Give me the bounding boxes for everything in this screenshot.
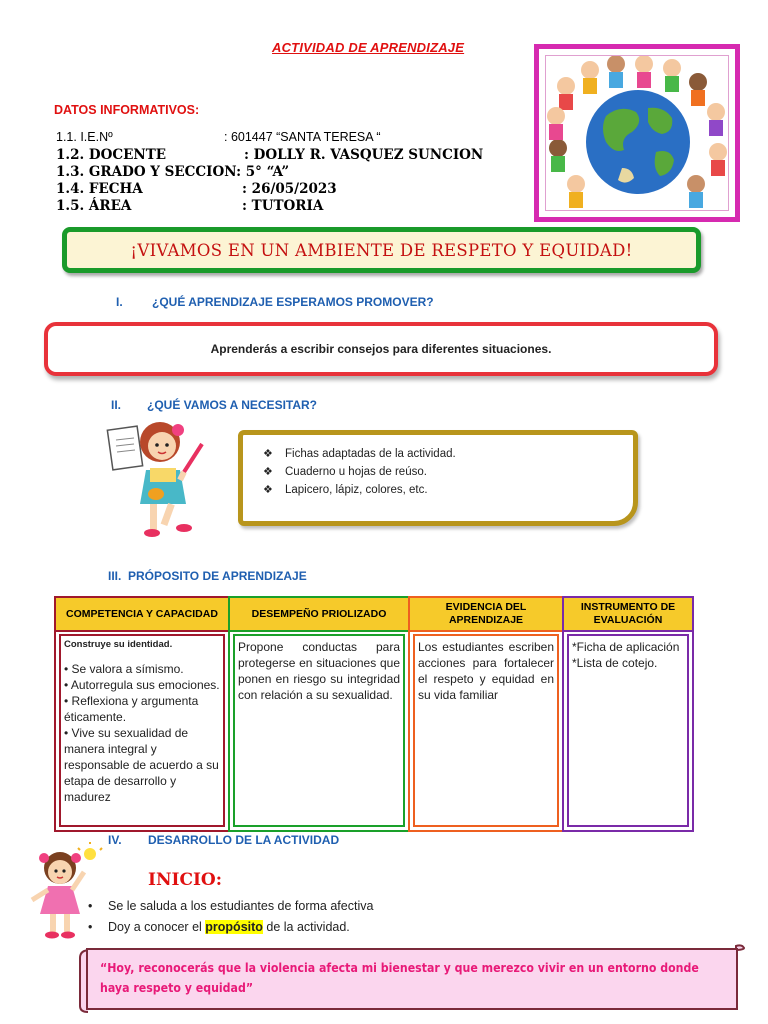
page-title: ACTIVIDAD DE APRENDIZAJE — [272, 40, 465, 55]
section-number: II. — [111, 398, 122, 412]
diamond-bullet-icon: ❖ — [263, 466, 273, 478]
highlighted-word: propósito — [205, 920, 263, 934]
activity-title-banner — [62, 227, 701, 273]
info-key: 1.2. DOCENTE — [56, 147, 167, 163]
table-header: COMPETENCIA Y CAPACIDAD — [56, 598, 228, 632]
list-item — [263, 445, 633, 463]
capacidad-text: Vive su sexualidad de manera integral y responsable de acuerdo a su etapa de desarrollo y madurez — [64, 726, 219, 804]
section-number: III. — [108, 569, 122, 583]
section-heading-2 — [111, 398, 317, 412]
section-title: PRÓPOSITO DE APRENDIZAJE — [128, 569, 307, 583]
section-heading-3 — [108, 569, 307, 583]
info-row-docente — [56, 147, 484, 163]
purpose-scroll-banner — [78, 944, 746, 1014]
material-label: Lapicero, lápiz, colores, etc. — [285, 484, 428, 496]
list-item — [88, 917, 373, 938]
info-value: : 26/05/2023 — [242, 181, 337, 197]
table-cell-evidencia: Los estudiantes escriben acciones para fortalecer el respeto y equidad en su vida familiar — [413, 634, 559, 827]
globe-icon — [546, 56, 728, 210]
learning-goal-text: Aprenderás a escribir consejos para diferentes situaciones. — [210, 342, 552, 356]
list-item — [263, 463, 633, 481]
info-key: 1.3. GRADO Y SECCION: — [56, 164, 242, 180]
info-key: 1.5. ÁREA — [56, 198, 132, 214]
list-item — [88, 896, 373, 917]
info-row-grado — [56, 164, 289, 180]
instrumento-item: *Lista de cotejo. — [572, 656, 658, 670]
diamond-bullet-icon: ❖ — [263, 448, 273, 460]
inicio-item-text: Doy a conocer el — [108, 920, 206, 934]
info-value: : TUTORIA — [242, 198, 324, 214]
inicio-list — [88, 896, 373, 938]
capacidad-text: Reflexiona y argumenta éticamente. — [64, 694, 199, 724]
info-row-area — [56, 198, 324, 214]
info-value: : DOLLY R. VASQUEZ SUNCION — [244, 147, 484, 163]
globe-children-image-frame — [534, 44, 740, 222]
table-cell-desempeno: Propone conductas para protegerse en situaciones que ponen en riesgo su integridad con relación a su sexualidad. — [233, 634, 405, 827]
list-item: • Autorregula sus emociones. — [64, 678, 220, 692]
competencia-title: Construye su identidad. — [64, 639, 173, 650]
inicio-item-text: de la actividad. — [262, 920, 350, 934]
info-value: 5° “A” — [245, 164, 290, 180]
table-cell-instrumento — [567, 634, 689, 827]
section-number: I. — [116, 295, 123, 309]
section-title: DESARROLLO DE LA ACTIVIDAD — [148, 833, 340, 847]
banner-text: ¡VIVAMOS EN UN AMBIENTE DE RESPETO Y EQUIDAD! — [130, 240, 633, 260]
capacidad-text: Se valora a símismo. — [71, 662, 184, 676]
table-column-evidencia — [408, 596, 564, 832]
girl-writing-icon — [106, 414, 210, 542]
info-value: : 601447 “SANTA TERESA “ — [224, 130, 381, 144]
materials-box — [238, 430, 638, 526]
inicio-item-text: Se le saluda a los estudiantes de forma afectiva — [108, 899, 374, 913]
instrumento-item: *Ficha de aplicación — [572, 640, 680, 654]
section-number: IV. — [108, 833, 122, 847]
table-header: EVIDENCIA DEL APRENDIZAJE — [410, 598, 562, 632]
info-row-ie — [56, 130, 381, 144]
table-column-desempeno — [228, 596, 410, 832]
globe-children-illustration — [545, 55, 729, 211]
table-header: INSTRUMENTO DE EVALUACIÓN — [564, 598, 692, 632]
learning-goal-box — [44, 322, 718, 376]
table-column-competencia — [54, 596, 230, 832]
materials-list — [263, 445, 633, 499]
datos-informativos-label: DATOS INFORMATIVOS: — [54, 103, 200, 117]
info-key: 1.4. FECHA — [56, 181, 143, 197]
purpose-quote: “Hoy, reconocerás que la violencia afecta mi bienestar y que merezco vivir en un entorno donde haya respeto y equidad” — [100, 960, 699, 995]
section-heading-1 — [116, 295, 434, 309]
list-item: • Se valora a símismo. — [64, 662, 184, 676]
list-item: • Vive su sexualidad de manera integral y responsable de acuerdo a su etapa de desarrollo y madurez — [64, 726, 219, 804]
section-heading-4 — [108, 833, 339, 847]
table-cell-competencia — [59, 634, 225, 827]
capacidad-text: Autorregula sus emociones. — [70, 678, 220, 692]
material-label: Fichas adaptadas de la actividad. — [285, 448, 456, 460]
info-key: 1.1. I.E.Nº — [56, 130, 113, 144]
material-label: Cuaderno u hojas de reúso. — [285, 466, 427, 478]
list-item — [263, 481, 633, 499]
inicio-heading: INICIO: — [148, 870, 223, 890]
diamond-bullet-icon: ❖ — [263, 484, 273, 496]
table-column-instrumento — [562, 596, 694, 832]
list-item: • Reflexiona y argumenta éticamente. — [64, 694, 199, 724]
info-row-fecha — [56, 181, 337, 197]
table-header: DESEMPEÑO PRIOLIZADO — [230, 598, 408, 632]
section-title: ¿QUÉ APRENDIZAJE ESPERAMOS PROMOVER? — [152, 295, 434, 309]
section-title: ¿QUÉ VAMOS A NECESITAR? — [147, 398, 318, 412]
